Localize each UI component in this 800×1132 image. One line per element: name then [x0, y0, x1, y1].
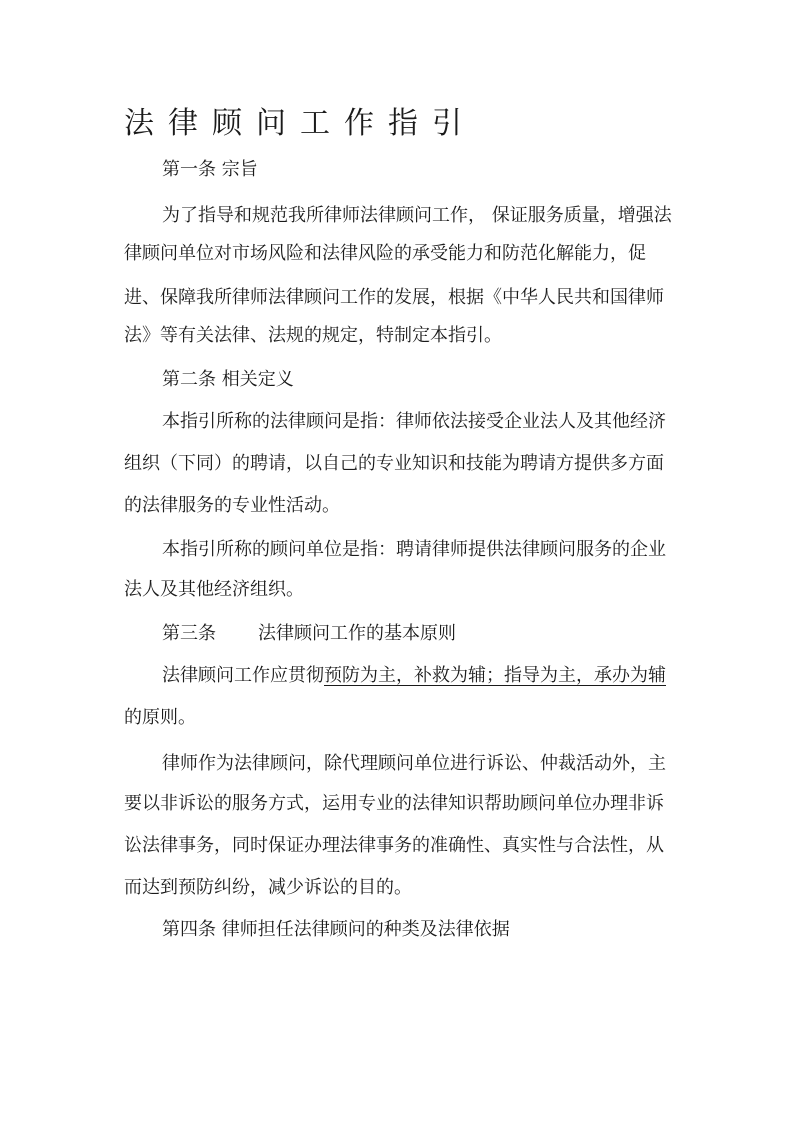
article3-heading	[162, 622, 456, 646]
article3-para2-line: 而达到预防纠纷，减少诉讼的目的。	[124, 877, 412, 898]
article2-para1-line: 本指引所称的法律顾问是指：律师依法接受企业法人及其他经济	[162, 411, 666, 432]
article2-para1-line: 组织（下同）的聘请，以自己的专业知识和技能为聘请方提供多方面	[124, 453, 664, 474]
article1-heading: 第一条 宗旨	[162, 159, 258, 180]
article2-heading: 第二条 相关定义	[162, 369, 294, 390]
article3-para2-line: 要以非诉讼的服务方式，运用专业的法律知识帮助顾问单位办理非诉	[124, 793, 664, 814]
article2-para2-line: 本指引所称的顾问单位是指：聘请律师提供法律顾问服务的企业	[162, 539, 666, 560]
article1-line: 法》等有关法律、法规的规定，特制定本指引。	[124, 325, 502, 346]
article1-line: 为了指导和规范我所律师法律顾问工作， 保证服务质量，增强法	[162, 205, 672, 226]
article3-principle-underlined: 预防为主，补救为辅；指导为主，承办为辅	[324, 665, 666, 686]
article3-para1-line	[162, 664, 666, 688]
article3-para2-line: 讼法律事务，同时保证办理法律事务的准确性、真实性与合法性，从	[124, 835, 664, 856]
article2-para2-line: 法人及其他经济组织。	[124, 579, 304, 600]
article3-para1-prefix: 法律顾问工作应贯彻	[162, 665, 324, 686]
article2-para1-line: 的法律服务的专业性活动。	[124, 495, 340, 516]
document-title: 法律顾问工作指引	[124, 106, 476, 141]
article3-heading-text: 法律顾问工作的基本原则	[258, 623, 456, 644]
article1-line: 律顾问单位对市场风险和法律风险的承受能力和防范化解能力，促	[124, 243, 646, 264]
article3-para2-line: 律师作为法律顾问，除代理顾问单位进行诉讼、仲裁活动外，主	[162, 753, 666, 774]
article1-line: 进、保障我所律师法律顾问工作的发展，根据《中华人民共和国律师	[124, 287, 664, 308]
article3-heading-number: 第三条	[162, 623, 216, 644]
article3-para1-end: 的原则。	[124, 707, 196, 728]
article4-heading: 第四条 律师担任法律顾问的种类及法律依据	[162, 919, 510, 940]
